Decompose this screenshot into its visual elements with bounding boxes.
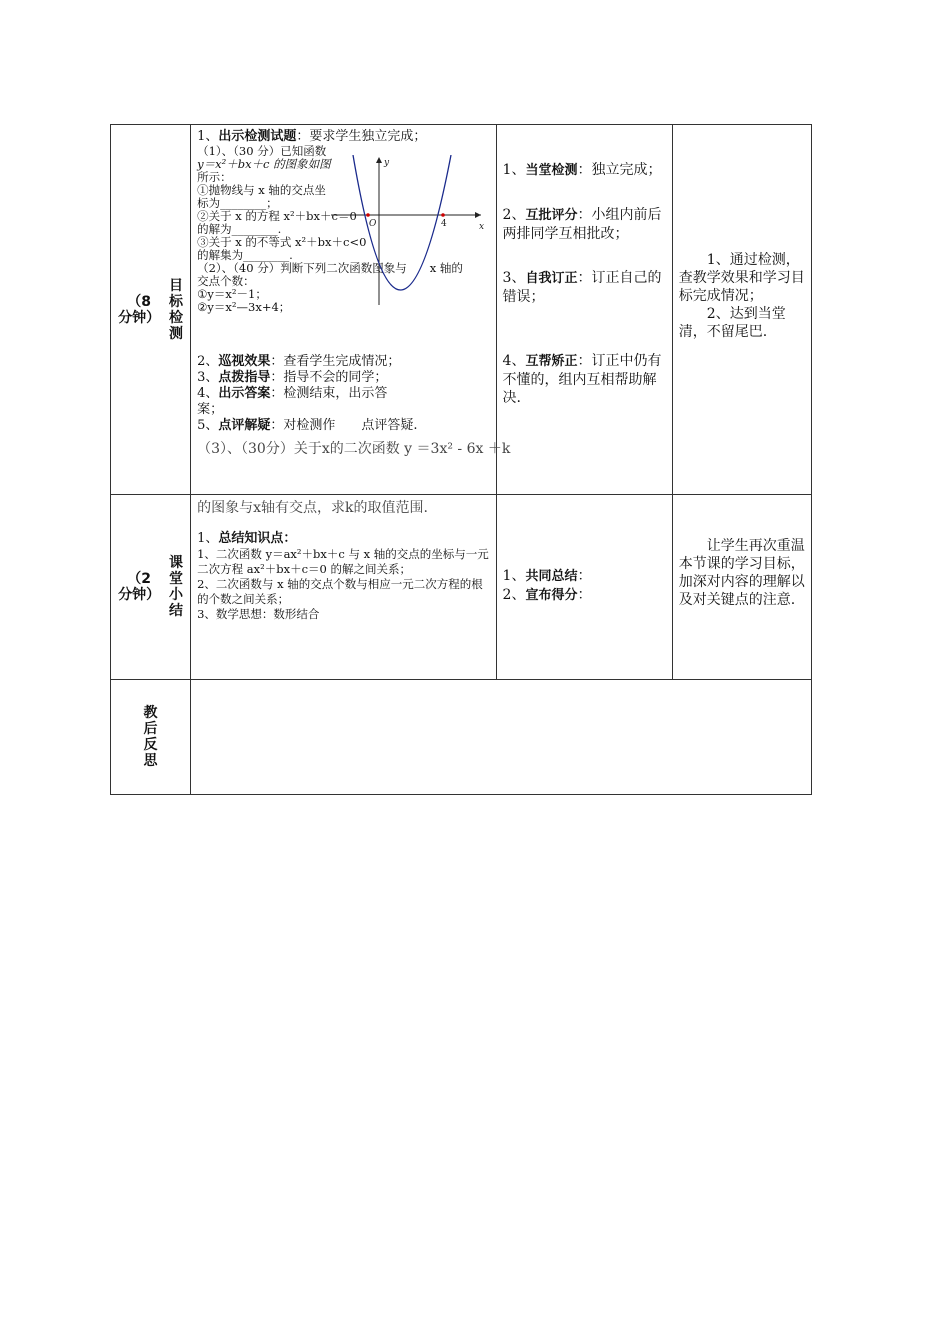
test-heading: 1、出示检测试题：要求学生独立完成； [197, 129, 427, 144]
summary-intent-cell [672, 495, 811, 680]
tick-label-4: 4 [441, 219, 447, 229]
lesson-plan-table [110, 124, 812, 795]
summary-activity-cell [496, 495, 672, 680]
parabola-graph [331, 155, 491, 305]
summary-intent: 让学生再次重温本节课的学习目标，加深对内容的理解以及对关键点的注意. [678, 538, 805, 608]
question-1: （1）、（30 分）已知函数 y＝x²＋bx＋c 的图象如图 所示： ①抛物线与 x 轴的交点坐 标为________； ②关于 x 的方程 x²＋bx＋c＝0 的解为________. ③关于 x 的不等式 x²＋bx＋c<0 的解集为________. [197, 144, 367, 262]
origin-label: O [369, 219, 377, 229]
intent-1: 1、通过检测，查教学效果和学习目标完成情况； [678, 252, 805, 304]
summary-heading: 1、总结知识点： [197, 531, 297, 546]
summary-point-2: 2、二次函数与 x 轴的交点个数与相应一元二次方程的根的个数之间关系； [197, 577, 483, 606]
summary-point-1: 1、二次函数 y＝ax²＋bx＋c 与 x 轴的交点的坐标与一元二次方程 ax²＋bx＋c＝0 的解之间关系； [197, 547, 489, 576]
question-2: （2）、（40 分）判断下列二次函数图象与 x 轴的 交点个数： ①y＝x²－1； ②y＝x²—3x+4； [197, 261, 463, 314]
activity-1: 1、当堂检测：独立完成； [502, 162, 662, 178]
row-label-target-test [111, 125, 191, 495]
label-title: 目 标 检 测 [168, 277, 183, 342]
label-time: （8 分钟） [118, 293, 161, 326]
test-content-cell [191, 125, 511, 495]
x-axis-label: x [479, 222, 485, 232]
row-label-reflection: 教 后 反 思 [111, 680, 191, 795]
activity-4: 4、互帮矫正：订正中仍有不懂的，组内互相帮助解决. [502, 353, 662, 406]
teacher-steps: 2、巡视效果：查看学生完成情况； 3、点拨指导：指导不会的同学； 4、出示答案：检测结束，出示答 案； 5、点评解疑：对检测作 点评答疑. [197, 354, 418, 433]
row-reflection [111, 680, 812, 795]
summary-activity-1: 1、共同总结： [502, 568, 592, 584]
activity-3: 3、自我订正：订正自己的错误； [502, 270, 662, 305]
summary-point-3: 3、数学思想：数形结合 [197, 607, 320, 621]
row-label-summary: （2 分钟） 课 堂 小 结 [111, 495, 191, 680]
question-3-continued: 的图象与x轴有交点，求k的取值范围. [197, 500, 428, 516]
summary-content-cell [191, 495, 496, 680]
student-activity-cell [496, 125, 672, 495]
parabola-curve [353, 155, 451, 290]
intent-2: 2、达到当堂清，不留尾巴. [678, 306, 786, 340]
row-summary [111, 495, 812, 680]
row-target-test [111, 125, 812, 495]
y-axis-label: y [384, 158, 390, 168]
question-3: （3）、（30分）关于x的二次函数 y ＝3x² - 6x ＋k [197, 441, 511, 457]
reflection-content-cell[interactable] [191, 680, 812, 795]
activity-2: 2、互批评分：小组内前后两排同学互相批改； [502, 207, 662, 242]
intent-cell [672, 125, 811, 495]
summary-activity-2: 2、宣布得分： [502, 587, 592, 603]
